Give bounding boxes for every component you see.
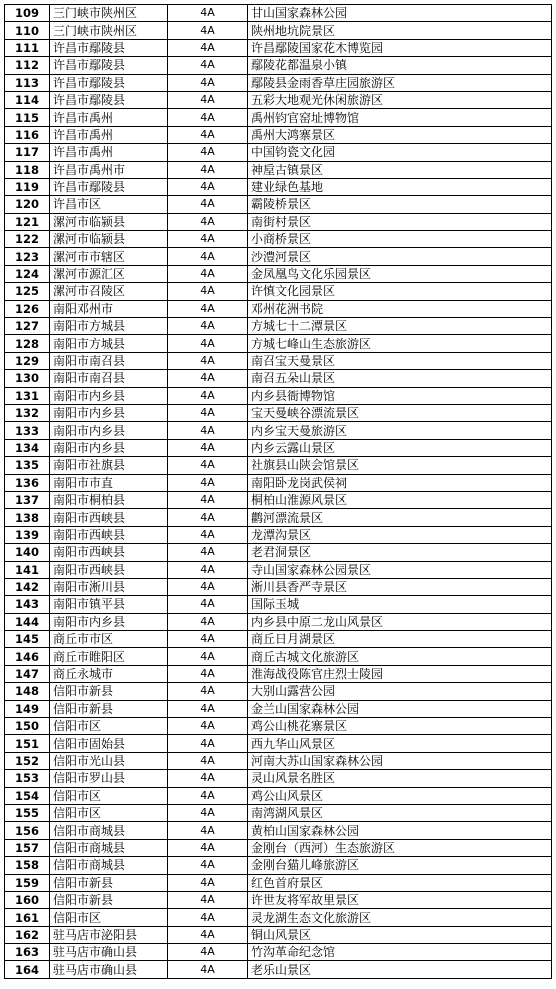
level-cell: 4A [168, 22, 248, 39]
location-cell: 漯河市市辖区 [50, 248, 168, 265]
location-cell: 南阳市桐柏县 [50, 491, 168, 508]
table-row [5, 57, 552, 74]
table-row [5, 457, 552, 474]
row-number-cell: 160 [5, 891, 50, 908]
level-cell: 4A [168, 526, 248, 543]
row-number-cell: 154 [5, 787, 50, 804]
table-row [5, 926, 552, 943]
row-number-cell: 159 [5, 874, 50, 891]
scenic-name-cell: 许世友将军故里景区 [248, 891, 552, 908]
row-number-cell: 161 [5, 909, 50, 926]
table-row [5, 700, 552, 717]
row-number-cell: 113 [5, 74, 50, 91]
level-cell: 4A [168, 422, 248, 439]
level-cell: 4A [168, 752, 248, 769]
level-cell: 4A [168, 387, 248, 404]
scenic-name-cell: 灵山风景名胜区 [248, 770, 552, 787]
table-row [5, 109, 552, 126]
level-cell: 4A [168, 231, 248, 248]
scenic-name-cell: 龙潭沟景区 [248, 526, 552, 543]
scenic-name-cell: 南召五朵山景区 [248, 370, 552, 387]
location-cell: 驻马店市泌阳县 [50, 926, 168, 943]
row-number-cell: 155 [5, 804, 50, 821]
location-cell: 南阳市西峡县 [50, 544, 168, 561]
location-cell: 南阳市西峡县 [50, 561, 168, 578]
level-cell: 4A [168, 874, 248, 891]
location-cell: 三门峡市陕州区 [50, 22, 168, 39]
scenic-name-cell: 大别山露营公园 [248, 683, 552, 700]
row-number-cell: 144 [5, 613, 50, 630]
location-cell: 漯河市源汇区 [50, 265, 168, 282]
level-cell: 4A [168, 474, 248, 491]
location-cell: 信阳市商城县 [50, 822, 168, 839]
row-number-cell: 147 [5, 665, 50, 682]
location-cell: 许昌市鄢陵县 [50, 91, 168, 108]
table-row [5, 718, 552, 735]
level-cell: 4A [168, 126, 248, 143]
level-cell: 4A [168, 822, 248, 839]
scenic-name-cell: 寺山国家森林公园景区 [248, 561, 552, 578]
row-number-cell: 152 [5, 752, 50, 769]
row-number-cell: 158 [5, 857, 50, 874]
table-row [5, 474, 552, 491]
row-number-cell: 153 [5, 770, 50, 787]
row-number-cell: 138 [5, 509, 50, 526]
row-number-cell: 129 [5, 352, 50, 369]
table-row [5, 352, 552, 369]
level-cell: 4A [168, 613, 248, 630]
row-number-cell: 141 [5, 561, 50, 578]
table-row [5, 752, 552, 769]
table-row [5, 91, 552, 108]
scenic-name-cell: 金兰山国家森林公园 [248, 700, 552, 717]
table-row [5, 944, 552, 961]
table-row [5, 822, 552, 839]
table-row [5, 231, 552, 248]
table-row [5, 265, 552, 282]
scenic-name-cell: 内乡县衙博物馆 [248, 387, 552, 404]
level-cell: 4A [168, 318, 248, 335]
row-number-cell: 115 [5, 109, 50, 126]
row-number-cell: 135 [5, 457, 50, 474]
table-row [5, 422, 552, 439]
scenic-name-cell: 淅川县香严寺景区 [248, 578, 552, 595]
scenic-name-cell: 南召宝天曼景区 [248, 352, 552, 369]
location-cell: 许昌市禹州 [50, 144, 168, 161]
level-cell: 4A [168, 57, 248, 74]
location-cell: 南阳市方城县 [50, 335, 168, 352]
table-row [5, 909, 552, 926]
table-row [5, 891, 552, 908]
location-cell: 许昌市区 [50, 196, 168, 213]
scenic-name-cell: 老君洞景区 [248, 544, 552, 561]
table-row [5, 404, 552, 421]
table-row [5, 144, 552, 161]
scenic-name-cell: 灵龙湖生态文化旅游区 [248, 909, 552, 926]
scenic-name-cell: 霸陵桥景区 [248, 196, 552, 213]
location-cell: 驻马店市确山县 [50, 944, 168, 961]
scenic-name-cell: 南街村景区 [248, 213, 552, 230]
row-number-cell: 163 [5, 944, 50, 961]
scenic-name-cell: 内乡县中原二龙山风景区 [248, 613, 552, 630]
scenic-name-cell: 五彩大地观光休闲旅游区 [248, 91, 552, 108]
scenic-name-cell: 中国钧瓷文化园 [248, 144, 552, 161]
row-number-cell: 136 [5, 474, 50, 491]
table-row [5, 5, 552, 22]
location-cell: 南阳市南召县 [50, 352, 168, 369]
table-row [5, 39, 552, 56]
level-cell: 4A [168, 700, 248, 717]
level-cell: 4A [168, 804, 248, 821]
level-cell: 4A [168, 857, 248, 874]
row-number-cell: 132 [5, 404, 50, 421]
location-cell: 南阳市南召县 [50, 370, 168, 387]
scenic-name-cell: 商丘日月湖景区 [248, 631, 552, 648]
scenic-name-cell: 宝天曼峡谷漂流景区 [248, 404, 552, 421]
level-cell: 4A [168, 196, 248, 213]
scenic-name-cell: 淮海战役陈官庄烈士陵园 [248, 665, 552, 682]
location-cell: 南阳市西峡县 [50, 509, 168, 526]
level-cell: 4A [168, 213, 248, 230]
scenic-name-cell: 方城七峰山生态旅游区 [248, 335, 552, 352]
location-cell: 三门峡市陕州区 [50, 5, 168, 22]
level-cell: 4A [168, 718, 248, 735]
level-cell: 4A [168, 352, 248, 369]
table-row [5, 561, 552, 578]
scenic-name-cell: 方城七十二潭景区 [248, 318, 552, 335]
location-cell: 商丘市市区 [50, 631, 168, 648]
scenic-name-cell: 内乡云露山景区 [248, 439, 552, 456]
row-number-cell: 117 [5, 144, 50, 161]
level-cell: 4A [168, 144, 248, 161]
scenic-name-cell: 鄢陵县金雨香草庄园旅游区 [248, 74, 552, 91]
level-cell: 4A [168, 891, 248, 908]
level-cell: 4A [168, 74, 248, 91]
table-row [5, 178, 552, 195]
scenic-name-cell: 邓州花洲书院 [248, 300, 552, 317]
location-cell: 南阳市淅川县 [50, 578, 168, 595]
level-cell: 4A [168, 961, 248, 978]
level-cell: 4A [168, 578, 248, 595]
row-number-cell: 140 [5, 544, 50, 561]
location-cell: 南阳市内乡县 [50, 387, 168, 404]
scenic-name-cell: 禹州大鸿寨景区 [248, 126, 552, 143]
location-cell: 许昌市禹州 [50, 126, 168, 143]
scenic-name-cell: 鸡公山桃花寨景区 [248, 718, 552, 735]
table-row [5, 248, 552, 265]
scenic-name-cell: 禹州钧官窑址博物馆 [248, 109, 552, 126]
level-cell: 4A [168, 683, 248, 700]
level-cell: 4A [168, 404, 248, 421]
scenic-name-cell: 南湾湖风景区 [248, 804, 552, 821]
location-cell: 商丘市睢阳区 [50, 648, 168, 665]
table-row [5, 526, 552, 543]
row-number-cell: 126 [5, 300, 50, 317]
level-cell: 4A [168, 944, 248, 961]
table-row [5, 857, 552, 874]
location-cell: 漯河市临颍县 [50, 213, 168, 230]
scenic-name-cell: 红色首府景区 [248, 874, 552, 891]
row-number-cell: 157 [5, 839, 50, 856]
table-row [5, 126, 552, 143]
location-cell: 南阳市内乡县 [50, 613, 168, 630]
table-row [5, 439, 552, 456]
level-cell: 4A [168, 5, 248, 22]
scenic-name-cell: 甘山国家森林公园 [248, 5, 552, 22]
row-number-cell: 130 [5, 370, 50, 387]
level-cell: 4A [168, 457, 248, 474]
row-number-cell: 137 [5, 491, 50, 508]
level-cell: 4A [168, 787, 248, 804]
table-row [5, 283, 552, 300]
table-row [5, 196, 552, 213]
row-number-cell: 150 [5, 718, 50, 735]
location-cell: 许昌市鄢陵县 [50, 178, 168, 195]
location-cell: 信阳市区 [50, 718, 168, 735]
scenic-name-cell: 桐柏山淮源风景区 [248, 491, 552, 508]
scenic-name-cell: 许昌鄢陵国家花木博览园 [248, 39, 552, 56]
scenic-name-cell: 沙澧河景区 [248, 248, 552, 265]
scenic-name-cell: 西九华山风景区 [248, 735, 552, 752]
row-number-cell: 143 [5, 596, 50, 613]
table-row [5, 874, 552, 891]
level-cell: 4A [168, 39, 248, 56]
row-number-cell: 142 [5, 578, 50, 595]
level-cell: 4A [168, 300, 248, 317]
location-cell: 信阳市区 [50, 787, 168, 804]
location-cell: 许昌市禹州市 [50, 161, 168, 178]
table-row [5, 787, 552, 804]
location-cell: 许昌市禹州 [50, 109, 168, 126]
scenic-name-cell: 建业绿色基地 [248, 178, 552, 195]
level-cell: 4A [168, 561, 248, 578]
location-cell: 信阳市区 [50, 909, 168, 926]
table-row [5, 74, 552, 91]
scenic-name-cell: 鹳河漂流景区 [248, 509, 552, 526]
row-number-cell: 164 [5, 961, 50, 978]
row-number-cell: 128 [5, 335, 50, 352]
scenic-name-cell: 内乡宝天曼旅游区 [248, 422, 552, 439]
scenic-name-cell: 商丘古城文化旅游区 [248, 648, 552, 665]
scenic-name-cell: 南阳卧龙岗武侯祠 [248, 474, 552, 491]
location-cell: 信阳市罗山县 [50, 770, 168, 787]
row-number-cell: 119 [5, 178, 50, 195]
row-number-cell: 156 [5, 822, 50, 839]
table-row [5, 961, 552, 978]
table-body [5, 5, 552, 979]
scenic-spot-table [4, 4, 552, 979]
level-cell: 4A [168, 248, 248, 265]
scenic-name-cell: 鄢陵花都温泉小镇 [248, 57, 552, 74]
row-number-cell: 112 [5, 57, 50, 74]
location-cell: 许昌市鄢陵县 [50, 57, 168, 74]
scenic-name-cell: 神垕古镇景区 [248, 161, 552, 178]
level-cell: 4A [168, 335, 248, 352]
table-row [5, 665, 552, 682]
location-cell: 信阳市商城县 [50, 857, 168, 874]
level-cell: 4A [168, 631, 248, 648]
level-cell: 4A [168, 544, 248, 561]
level-cell: 4A [168, 178, 248, 195]
scenic-name-cell: 国际玉城 [248, 596, 552, 613]
row-number-cell: 151 [5, 735, 50, 752]
level-cell: 4A [168, 491, 248, 508]
scenic-name-cell: 金刚台（西河）生态旅游区 [248, 839, 552, 856]
row-number-cell: 146 [5, 648, 50, 665]
level-cell: 4A [168, 735, 248, 752]
level-cell: 4A [168, 665, 248, 682]
level-cell: 4A [168, 370, 248, 387]
table-row [5, 318, 552, 335]
table-row [5, 596, 552, 613]
row-number-cell: 122 [5, 231, 50, 248]
row-number-cell: 110 [5, 22, 50, 39]
scenic-name-cell: 竹沟革命纪念馆 [248, 944, 552, 961]
location-cell: 漯河市召陵区 [50, 283, 168, 300]
row-number-cell: 116 [5, 126, 50, 143]
scenic-name-cell: 鸡公山风景区 [248, 787, 552, 804]
row-number-cell: 131 [5, 387, 50, 404]
location-cell: 驻马店市确山县 [50, 961, 168, 978]
row-number-cell: 109 [5, 5, 50, 22]
table-row [5, 735, 552, 752]
level-cell: 4A [168, 648, 248, 665]
location-cell: 信阳市新县 [50, 874, 168, 891]
location-cell: 南阳市西峡县 [50, 526, 168, 543]
row-number-cell: 121 [5, 213, 50, 230]
level-cell: 4A [168, 596, 248, 613]
level-cell: 4A [168, 439, 248, 456]
table-row [5, 804, 552, 821]
table-row [5, 213, 552, 230]
row-number-cell: 149 [5, 700, 50, 717]
table-row [5, 335, 552, 352]
location-cell: 信阳市新县 [50, 683, 168, 700]
location-cell: 信阳市固始县 [50, 735, 168, 752]
location-cell: 南阳邓州市 [50, 300, 168, 317]
table-row [5, 648, 552, 665]
location-cell: 南阳市内乡县 [50, 404, 168, 421]
table-row [5, 683, 552, 700]
location-cell: 南阳市方城县 [50, 318, 168, 335]
location-cell: 漯河市临颍县 [50, 231, 168, 248]
level-cell: 4A [168, 91, 248, 108]
row-number-cell: 139 [5, 526, 50, 543]
scenic-name-cell: 社旗县山陕会馆景区 [248, 457, 552, 474]
scenic-name-cell: 河南大苏山国家森林公园 [248, 752, 552, 769]
level-cell: 4A [168, 161, 248, 178]
row-number-cell: 148 [5, 683, 50, 700]
row-number-cell: 145 [5, 631, 50, 648]
row-number-cell: 124 [5, 265, 50, 282]
scenic-name-cell: 金刚台猫儿峰旅游区 [248, 857, 552, 874]
location-cell: 信阳市新县 [50, 891, 168, 908]
table-row [5, 22, 552, 39]
table-row [5, 491, 552, 508]
table-row [5, 578, 552, 595]
level-cell: 4A [168, 839, 248, 856]
table-row [5, 770, 552, 787]
scenic-name-cell: 小商桥景区 [248, 231, 552, 248]
location-cell: 信阳市区 [50, 804, 168, 821]
location-cell: 信阳市新县 [50, 700, 168, 717]
table-row [5, 387, 552, 404]
row-number-cell: 123 [5, 248, 50, 265]
location-cell: 南阳市社旗县 [50, 457, 168, 474]
location-cell: 商丘永城市 [50, 665, 168, 682]
location-cell: 信阳市商城县 [50, 839, 168, 856]
row-number-cell: 111 [5, 39, 50, 56]
row-number-cell: 114 [5, 91, 50, 108]
row-number-cell: 133 [5, 422, 50, 439]
location-cell: 南阳市镇平县 [50, 596, 168, 613]
location-cell: 南阳市内乡县 [50, 439, 168, 456]
row-number-cell: 125 [5, 283, 50, 300]
level-cell: 4A [168, 509, 248, 526]
level-cell: 4A [168, 770, 248, 787]
table-row [5, 300, 552, 317]
location-cell: 南阳市内乡县 [50, 422, 168, 439]
level-cell: 4A [168, 926, 248, 943]
scenic-name-cell: 金凤凰鸟文化乐园景区 [248, 265, 552, 282]
level-cell: 4A [168, 265, 248, 282]
row-number-cell: 162 [5, 926, 50, 943]
table-row [5, 839, 552, 856]
scenic-name-cell: 老乐山景区 [248, 961, 552, 978]
table-row [5, 544, 552, 561]
location-cell: 许昌市鄢陵县 [50, 39, 168, 56]
scenic-name-cell: 铜山风景区 [248, 926, 552, 943]
table-row [5, 509, 552, 526]
row-number-cell: 127 [5, 318, 50, 335]
table-row [5, 613, 552, 630]
level-cell: 4A [168, 109, 248, 126]
row-number-cell: 134 [5, 439, 50, 456]
scenic-name-cell: 陕州地坑院景区 [248, 22, 552, 39]
row-number-cell: 118 [5, 161, 50, 178]
table-row [5, 370, 552, 387]
table-row [5, 631, 552, 648]
location-cell: 信阳市光山县 [50, 752, 168, 769]
level-cell: 4A [168, 909, 248, 926]
level-cell: 4A [168, 283, 248, 300]
scenic-name-cell: 黄柏山国家森林公园 [248, 822, 552, 839]
table-row [5, 161, 552, 178]
location-cell: 南阳市市直 [50, 474, 168, 491]
scenic-name-cell: 许慎文化园景区 [248, 283, 552, 300]
row-number-cell: 120 [5, 196, 50, 213]
location-cell: 许昌市鄢陵县 [50, 74, 168, 91]
